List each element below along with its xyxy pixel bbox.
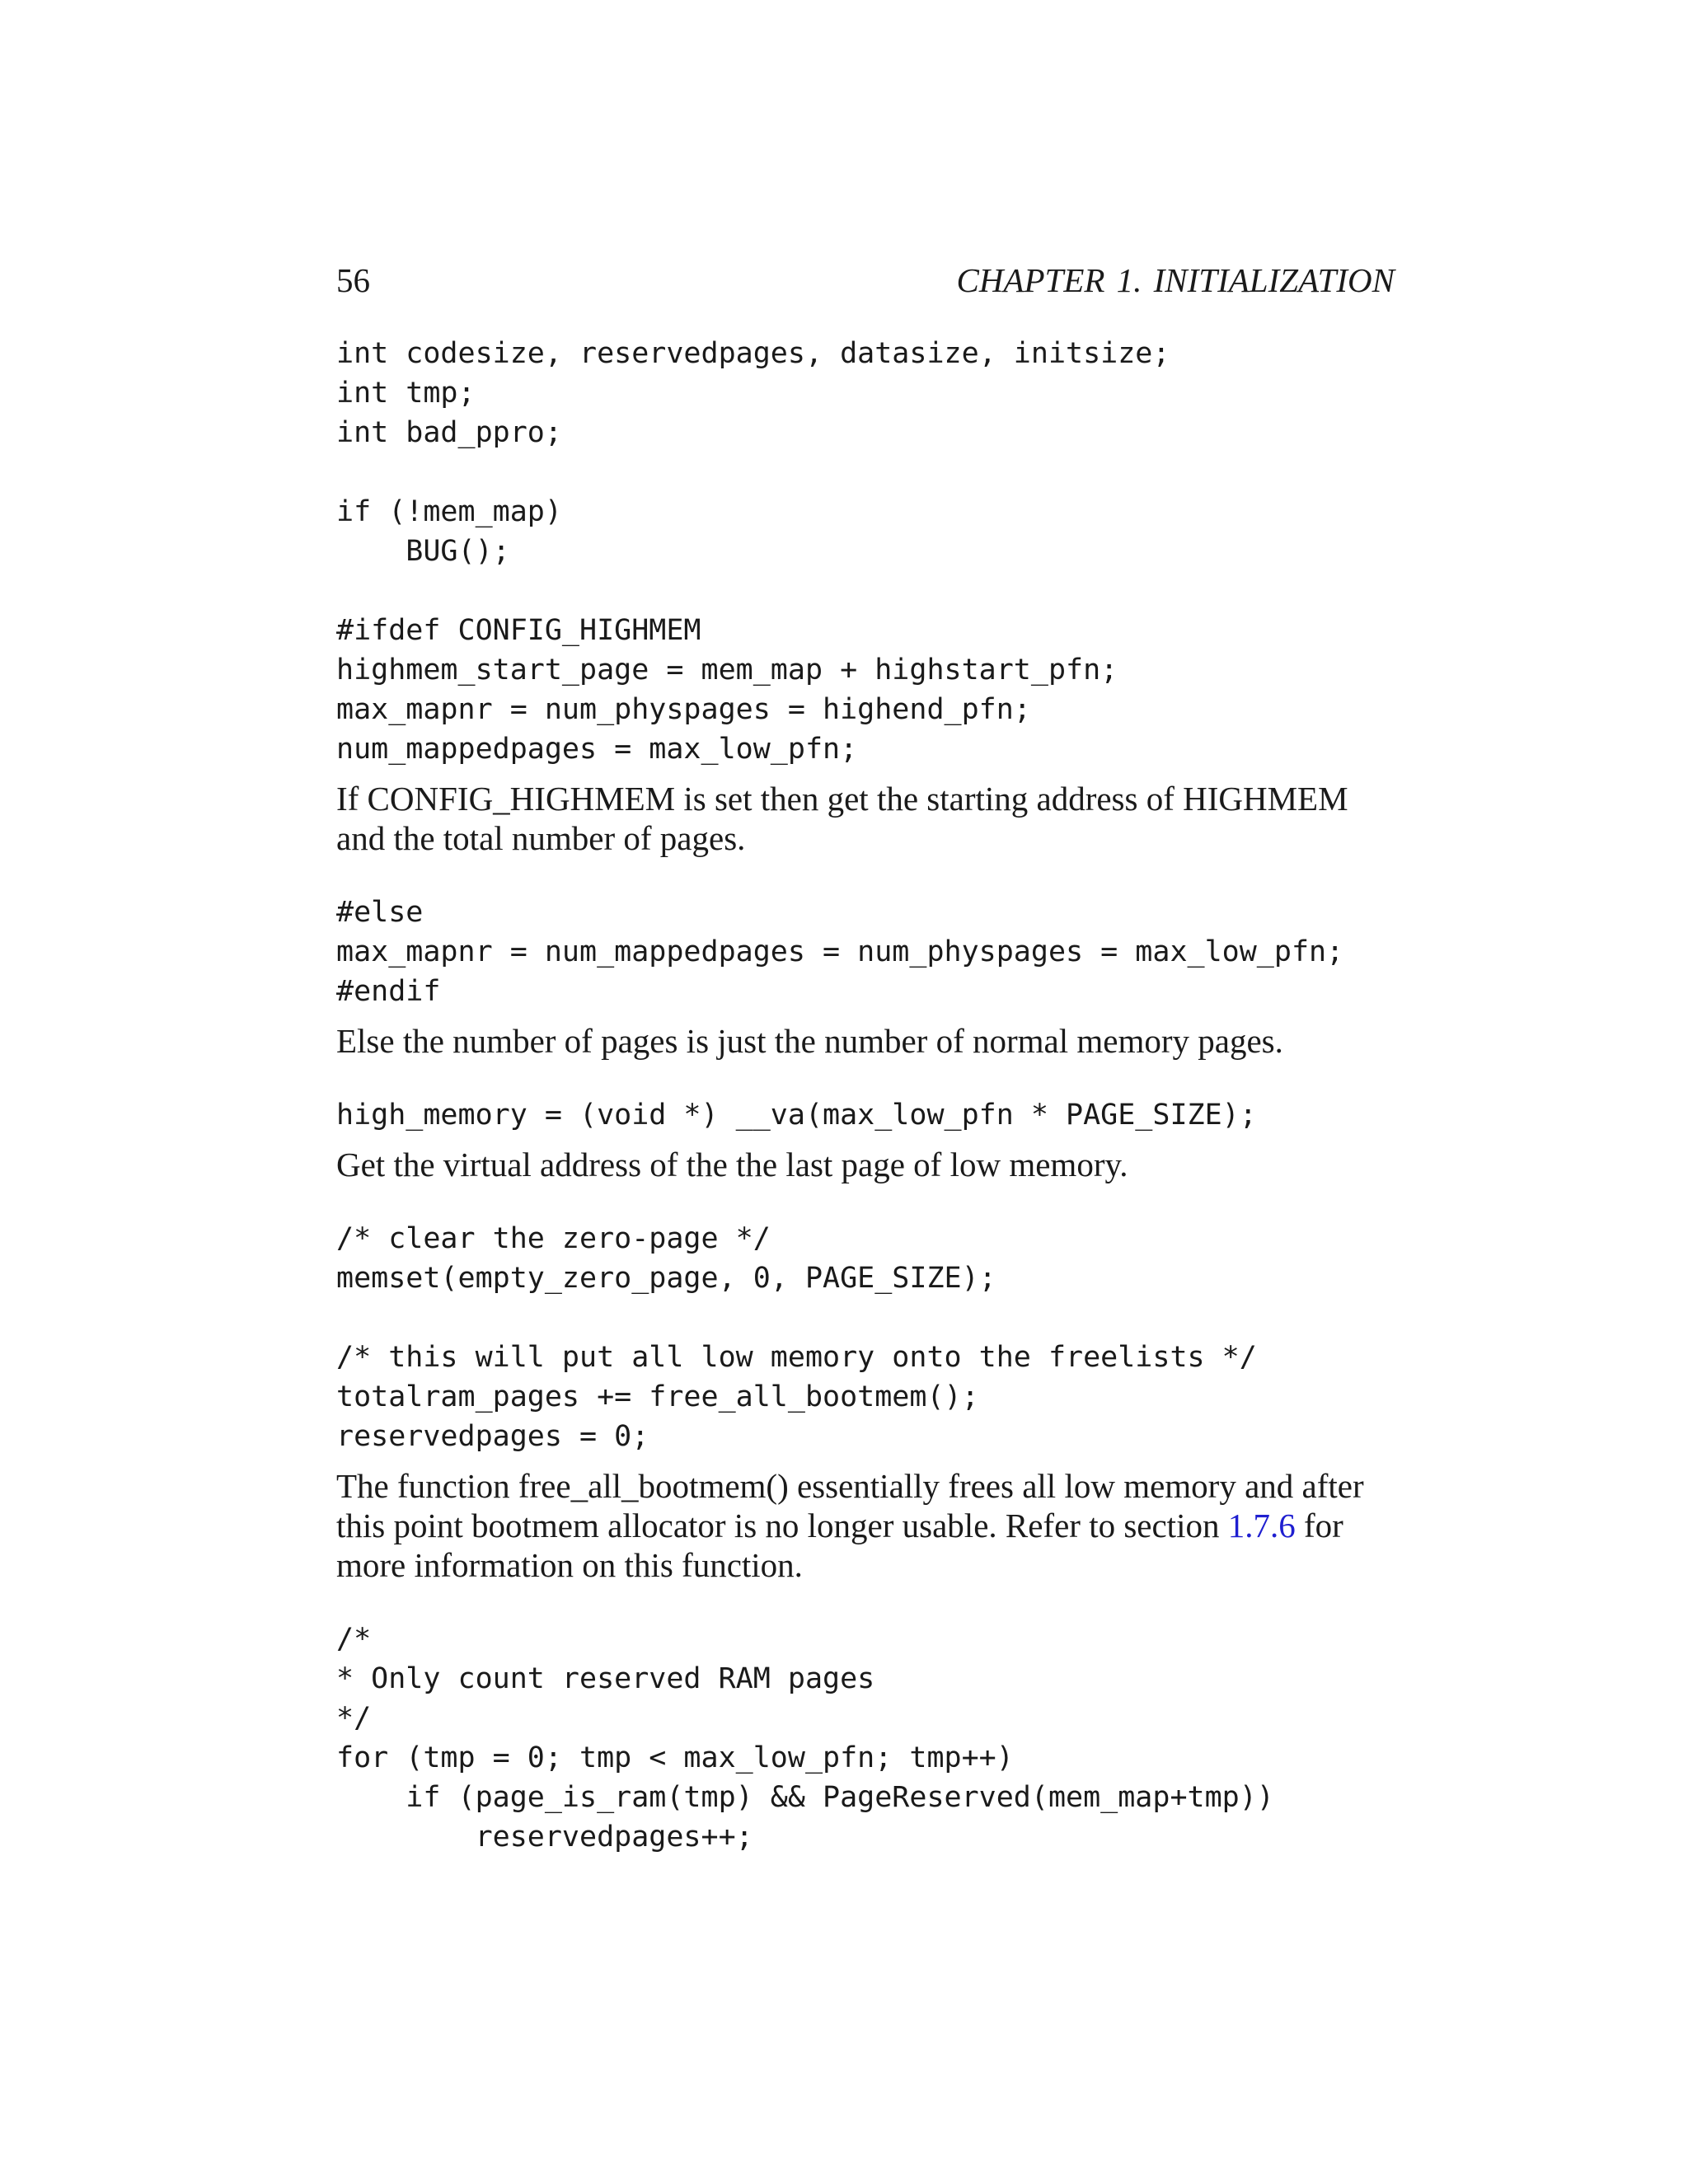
paragraph-highmem: If CONFIG_HIGHMEM is set then get the starting address of HIGHMEM and the total number of pages. xyxy=(336,780,1348,857)
document-page xyxy=(336,247,1395,1857)
paragraph-normal-pages: Else the number of pages is just the number of normal memory pages. xyxy=(336,1022,1283,1060)
code-block-bootmem: /* clear the zero-page */ memset(empty_zero_page, 0, PAGE_SIZE); /* this will put all low memory onto the freelists */ totalram_pages += free_all_bootmem(); reservedpages = 0; xyxy=(336,1222,1257,1453)
code-block-else: #else max_mapnr = num_mappedpages = num_physpages = max_low_pfn; #endif xyxy=(336,896,1344,1008)
chapter-title: CHAPTER 1. INITIALIZATION xyxy=(956,261,1395,299)
code-block-reserved-pages: /* * Only count reserved RAM pages */ for (tmp = 0; tmp < max_low_pfn; tmp++) if (page_is_ram(tmp) && PageReserved(mem_map+tmp)) reservedpages++; xyxy=(336,1623,1274,1854)
paragraph-virtual-address: Get the virtual address of the the last page of low memory. xyxy=(336,1146,1128,1183)
section-link[interactable]: 1.7.6 xyxy=(1227,1507,1296,1544)
code-block-high-memory: high_memory = (void *) __va(max_low_pfn * PAGE_SIZE); xyxy=(336,1099,1257,1132)
page-number: 56 xyxy=(336,261,370,299)
paragraph-free-all-bootmem xyxy=(336,1466,1395,1585)
code-block-declarations: int codesize, reservedpages, datasize, initsize; int tmp; int bad_ppro; if (!mem_map) BUG(); #ifdef CONFIG_HIGHMEM highmem_start_page = mem_map + highstart_pfn; max_mapnr = num_physpages = highend_pfn; num_mappedpages = max_low_pfn; xyxy=(336,337,1170,766)
paragraph-text-end: for more information on this function. xyxy=(336,1507,1343,1584)
paragraph-text-start: The function free_all_bootmem() essentially frees all low memory and after this point bootmem allocator is no longer usable. Refer to section xyxy=(336,1467,1364,1544)
running-header xyxy=(336,247,1395,313)
